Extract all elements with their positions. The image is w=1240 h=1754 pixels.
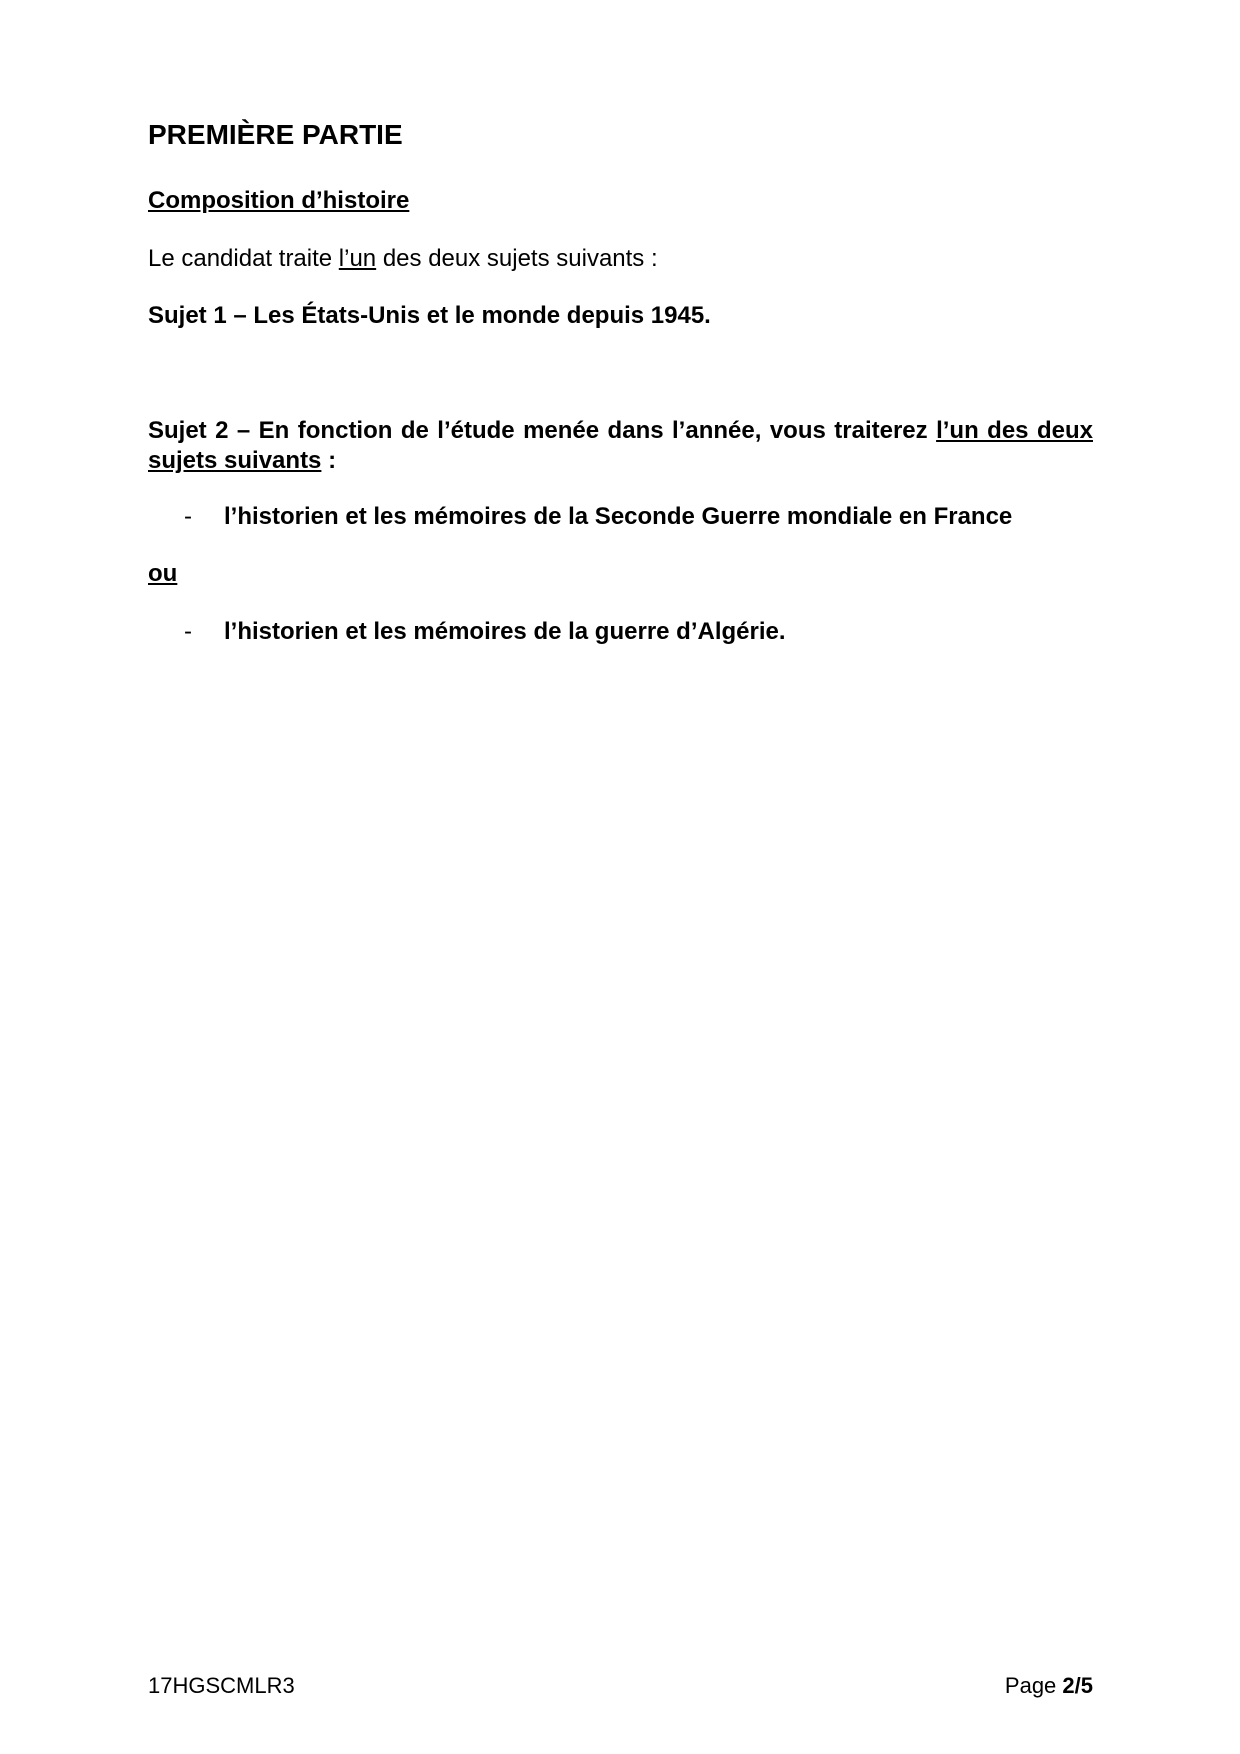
footer-page-label: Page [1004,1673,1063,1698]
subject-1: Sujet 1 – Les États-Unis et le monde depuis 1945. [148,302,711,329]
section-title: Composition d’histoire [148,187,410,214]
instruction-after: des deux sujets suivants : [376,245,658,272]
option-separator: ou [148,560,178,587]
subject-option-text: l’historien et les mémoires de la Seconde Guerre mondiale en France [224,503,1013,530]
footer-page-value: 2/5 [1062,1673,1093,1698]
list-dash: - [184,618,192,645]
subject-2-after: : [321,447,337,474]
instruction-emphasis: l’un [338,245,377,272]
instruction-text [148,244,658,274]
subject-2-emphasis: l’un des deux sujets suivants [148,417,1093,474]
footer-code: 17HGSCMLR3 [148,1673,295,1698]
instruction-before: Le candidat traite [148,245,339,272]
list-dash: - [184,503,192,530]
subject-option [184,502,1012,532]
footer-page-number [1005,1672,1093,1700]
subject-2 [148,416,1093,476]
subject-option-text: l’historien et les mémoires de la guerre d’Algérie. [224,618,786,645]
subject-2-before: Sujet 2 – En fonction de l’étude menée dans l’année, vous traiterez [148,417,937,444]
subject-option [184,617,786,647]
part-title: PREMIÈRE PARTIE [148,119,403,150]
